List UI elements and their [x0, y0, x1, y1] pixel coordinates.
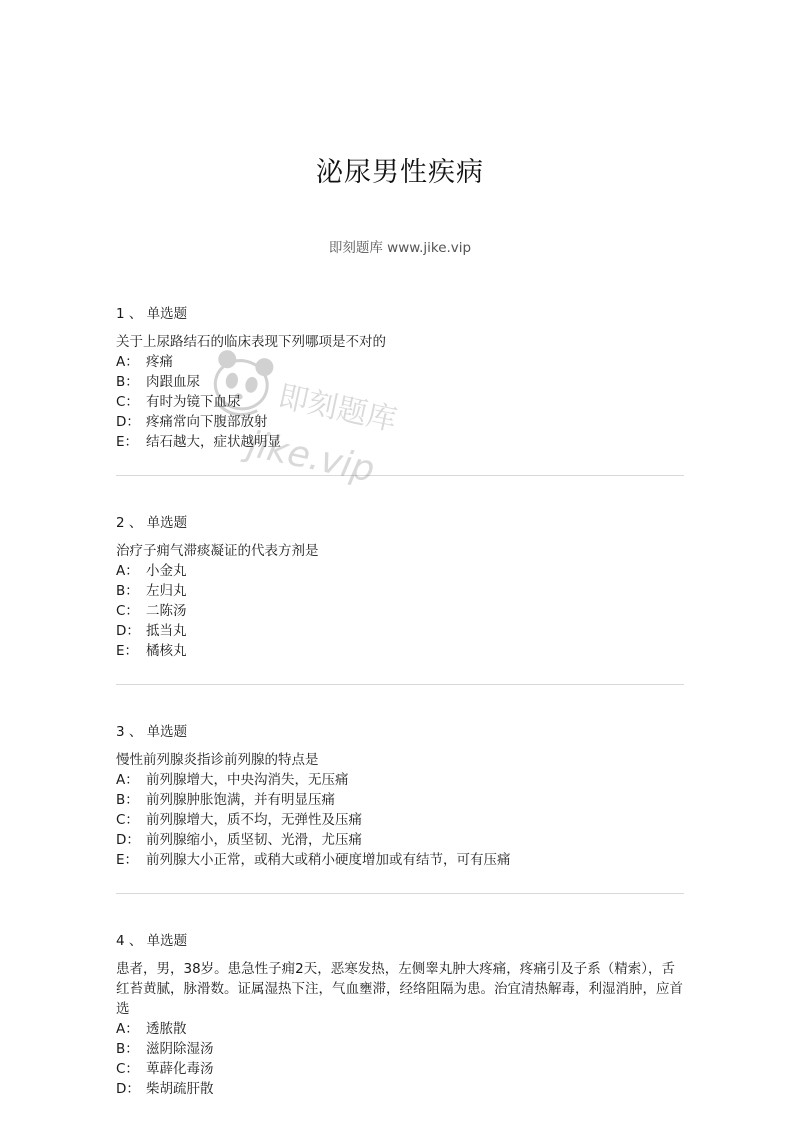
question-3 [116, 722, 684, 870]
option-key: D： [116, 1081, 140, 1097]
option-key: D： [116, 623, 140, 639]
option-text: 滋阴除湿汤 [146, 1041, 214, 1057]
option-key: A： [116, 772, 139, 788]
question-divider [116, 684, 684, 685]
watermark-text-en: jike.vip [243, 423, 379, 491]
option-text: 肉跟血尿 [146, 374, 200, 390]
option-d [116, 1079, 684, 1099]
option-key: E： [116, 852, 139, 868]
option-c [116, 810, 684, 830]
option-d [116, 621, 684, 641]
option-a [116, 1019, 684, 1039]
option-c [116, 1059, 684, 1079]
option-text: 小金丸 [146, 563, 187, 579]
option-e [116, 641, 684, 661]
option-key: B： [116, 374, 139, 390]
question-header: 2 、 单选题 [116, 515, 188, 531]
question-4 [116, 931, 684, 1099]
option-key: C： [116, 1061, 139, 1077]
option-text: 结石越大，症状越明显 [146, 434, 281, 450]
option-key: A： [116, 563, 139, 579]
option-c [116, 601, 684, 621]
option-text: 前列腺肿胀饱满，并有明显压痛 [146, 792, 335, 808]
question-2 [116, 513, 684, 661]
option-key: C： [116, 394, 139, 410]
document-title: 泌尿男性疾病 [316, 157, 484, 188]
question-stem: 关于上尿路结石的临床表现下列哪项是不对的 [116, 334, 386, 350]
option-d [116, 412, 684, 432]
option-b [116, 1039, 684, 1059]
option-key: E： [116, 434, 139, 450]
question-stem: 患者，男，38岁。患急性子痈2天，恶寒发热，左侧睾丸肿大疼痛，疼痛引及子系（精索），舌红苔黄腻，脉滑数。证属湿热下注，气血壅滞，经络阻隔为患。治宜清热解毒，利湿消肿，应首选 [116, 961, 683, 1017]
option-a [116, 770, 684, 790]
option-key: B： [116, 792, 139, 808]
option-key: D： [116, 414, 140, 430]
option-a [116, 352, 684, 372]
question-header: 1 、 单选题 [116, 306, 188, 322]
option-e [116, 850, 684, 870]
option-b [116, 372, 684, 392]
document-subtitle: 即刻题库 www.jike.vip [328, 240, 472, 256]
option-key: B： [116, 583, 139, 599]
option-key: C： [116, 603, 139, 619]
option-a [116, 561, 684, 581]
option-list [116, 352, 684, 452]
question-list [116, 304, 684, 1099]
option-text: 疼痛 [146, 354, 173, 370]
option-key: E： [116, 643, 139, 659]
option-c [116, 392, 684, 412]
option-e [116, 432, 684, 452]
question-header: 3 、 单选题 [116, 724, 188, 740]
option-text: 前列腺大小正常，或稍大或稍小硬度增加或有结节，可有压痛 [146, 852, 511, 868]
option-text: 橘核丸 [146, 643, 187, 659]
option-text: 疼痛常向下腹部放射 [146, 414, 268, 430]
option-text: 透脓散 [146, 1021, 187, 1037]
option-b [116, 790, 684, 810]
option-list [116, 561, 684, 661]
watermark-text-cn: 即刻题库 [275, 379, 400, 439]
option-key: B： [116, 1041, 139, 1057]
option-text: 前列腺增大，质不均，无弹性及压痛 [146, 812, 362, 828]
option-d [116, 830, 684, 850]
question-1 [116, 304, 684, 452]
question-header: 4 、 单选题 [116, 933, 188, 949]
question-divider [116, 475, 684, 476]
question-divider [116, 893, 684, 894]
option-text: 前列腺缩小，质坚韧、光滑，尤压痛 [146, 832, 362, 848]
option-text: 柴胡疏肝散 [146, 1081, 214, 1097]
option-text: 有时为镜下血尿 [146, 394, 241, 410]
option-text: 左归丸 [146, 583, 187, 599]
question-stem: 慢性前列腺炎指诊前列腺的特点是 [116, 752, 319, 768]
question-stem: 治疗子痈气滞痰凝证的代表方剂是 [116, 543, 319, 559]
option-key: A： [116, 1021, 139, 1037]
option-list [116, 770, 684, 870]
option-key: A： [116, 354, 139, 370]
option-text: 萆薜化毒汤 [146, 1061, 214, 1077]
option-key: C： [116, 812, 139, 828]
option-key: D： [116, 832, 140, 848]
option-text: 二陈汤 [146, 603, 187, 619]
option-text: 抵当丸 [146, 623, 187, 639]
option-b [116, 581, 684, 601]
option-list [116, 1019, 684, 1099]
option-text: 前列腺增大，中央沟消失，无压痛 [146, 772, 349, 788]
